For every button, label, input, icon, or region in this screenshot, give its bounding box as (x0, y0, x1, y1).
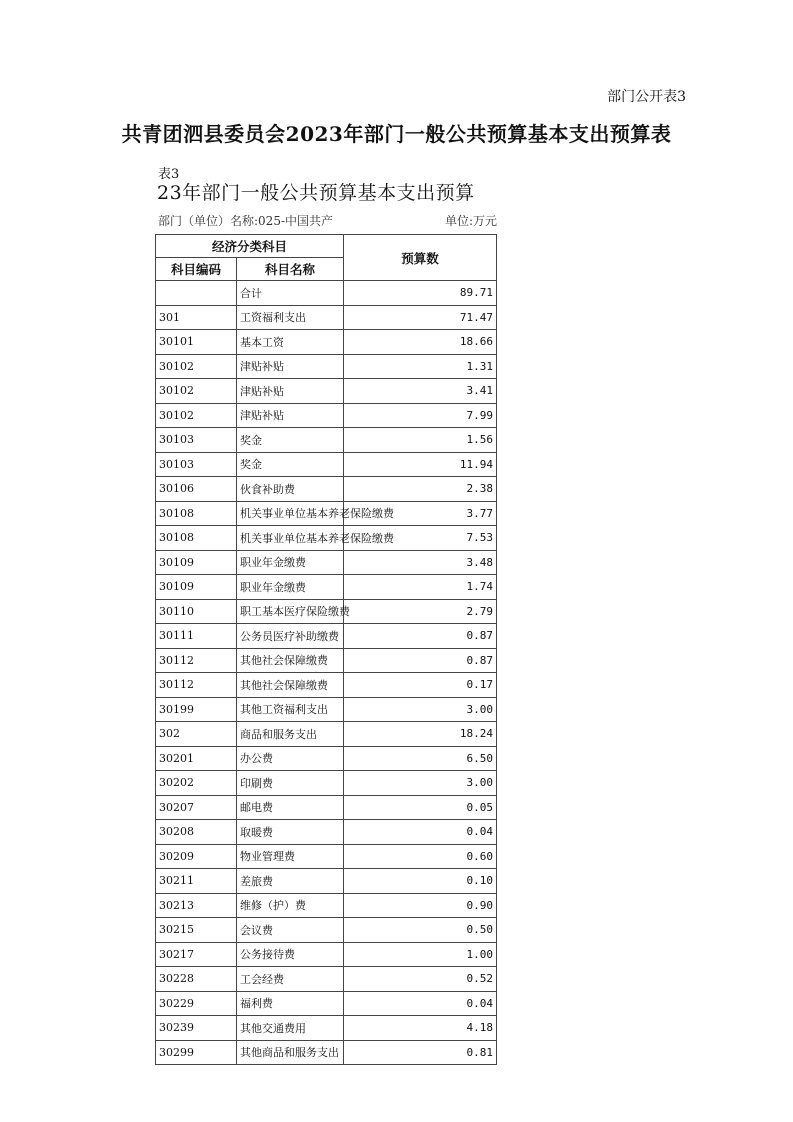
row-name: 其他商品和服务支出 (237, 1040, 344, 1065)
row-code: 30111 (156, 624, 237, 649)
row-amount: 89.71 (344, 281, 497, 306)
row-code: 30208 (156, 820, 237, 845)
row-amount: 0.87 (344, 624, 497, 649)
table-row (156, 550, 497, 575)
row-amount: 4.18 (344, 1016, 497, 1041)
row-amount: 18.24 (344, 722, 497, 747)
row-amount: 11.94 (344, 452, 497, 477)
row-code: 30103 (156, 428, 237, 453)
row-amount: 0.60 (344, 844, 497, 869)
row-code: 30103 (156, 452, 237, 477)
table-row (156, 379, 497, 404)
table-row (156, 795, 497, 820)
row-code: 30108 (156, 501, 237, 526)
row-amount: 0.05 (344, 795, 497, 820)
row-amount: 7.99 (344, 403, 497, 428)
table-row (156, 305, 497, 330)
row-code: 30110 (156, 599, 237, 624)
row-code: 301 (156, 305, 237, 330)
row-amount: 3.48 (344, 550, 497, 575)
table-body (156, 281, 497, 1065)
row-code: 30102 (156, 403, 237, 428)
table-row (156, 844, 497, 869)
row-name: 其他工资福利支出 (237, 697, 344, 722)
row-name: 合计 (237, 281, 344, 306)
row-name: 邮电费 (237, 795, 344, 820)
page-title: 共青团泗县委员会2023年部门一般公共预算基本支出预算表 (121, 122, 672, 146)
row-code: 30229 (156, 991, 237, 1016)
header-economic-category: 经济分类科目 (156, 235, 344, 258)
row-code: 30112 (156, 673, 237, 698)
sheet-label: 表3 (158, 167, 180, 182)
row-amount: 18.66 (344, 330, 497, 355)
header-amount: 预算数 (344, 235, 497, 281)
row-name: 其他社会保障缴费 (237, 673, 344, 698)
table-row (156, 991, 497, 1016)
row-code (156, 281, 237, 306)
row-amount: 0.81 (344, 1040, 497, 1065)
row-code: 302 (156, 722, 237, 747)
row-code: 30102 (156, 379, 237, 404)
row-name: 商品和服务支出 (237, 722, 344, 747)
table-row (156, 918, 497, 943)
row-code: 30213 (156, 893, 237, 918)
table-row (156, 403, 497, 428)
row-amount: 0.17 (344, 673, 497, 698)
row-code: 30209 (156, 844, 237, 869)
row-amount: 6.50 (344, 746, 497, 771)
row-name: 其他社会保障缴费 (237, 648, 344, 673)
table-row (156, 1040, 497, 1065)
row-amount: 3.41 (344, 379, 497, 404)
row-amount: 0.04 (344, 820, 497, 845)
row-name: 职工基本医疗保险缴费 (237, 599, 344, 624)
row-code: 30217 (156, 942, 237, 967)
row-amount: 1.56 (344, 428, 497, 453)
table-row (156, 624, 497, 649)
row-name: 办公费 (237, 746, 344, 771)
table-row (156, 452, 497, 477)
table-row (156, 673, 497, 698)
row-code: 30199 (156, 697, 237, 722)
budget-table (155, 234, 497, 1065)
table-row (156, 354, 497, 379)
row-amount: 0.90 (344, 893, 497, 918)
table-row (156, 942, 497, 967)
row-amount: 0.04 (344, 991, 497, 1016)
row-code: 30299 (156, 1040, 237, 1065)
row-name: 公务员医疗补助缴费 (237, 624, 344, 649)
row-amount: 7.53 (344, 526, 497, 551)
table-row (156, 722, 497, 747)
row-name: 公务接待费 (237, 942, 344, 967)
table-row (156, 869, 497, 894)
row-name: 伙食补助费 (237, 477, 344, 502)
row-code: 30201 (156, 746, 237, 771)
page-label: 部门公开表3 (607, 89, 686, 105)
table-row (156, 501, 497, 526)
row-name: 奖金 (237, 452, 344, 477)
row-name: 印刷费 (237, 771, 344, 796)
row-amount: 2.79 (344, 599, 497, 624)
row-code: 30215 (156, 918, 237, 943)
row-amount: 1.74 (344, 575, 497, 600)
row-code: 30202 (156, 771, 237, 796)
row-name: 会议费 (237, 918, 344, 943)
row-name: 差旅费 (237, 869, 344, 894)
sheet-title: 23年部门一般公共预算基本支出预算 (157, 182, 475, 204)
row-code: 30207 (156, 795, 237, 820)
table-row (156, 428, 497, 453)
row-amount: 0.10 (344, 869, 497, 894)
table-row (156, 526, 497, 551)
row-amount: 1.31 (344, 354, 497, 379)
row-name: 机关事业单位基本养老保险缴费 (237, 526, 344, 551)
header-code: 科目编码 (156, 258, 237, 281)
row-name: 基本工资 (237, 330, 344, 355)
row-amount: 1.00 (344, 942, 497, 967)
row-code: 30109 (156, 575, 237, 600)
row-name: 职业年金缴费 (237, 550, 344, 575)
row-amount: 2.38 (344, 477, 497, 502)
row-code: 30112 (156, 648, 237, 673)
table-row (156, 477, 497, 502)
row-name: 奖金 (237, 428, 344, 453)
row-code: 30108 (156, 526, 237, 551)
table-row (156, 893, 497, 918)
row-name: 职业年金缴费 (237, 575, 344, 600)
row-code: 30101 (156, 330, 237, 355)
table-row (156, 281, 497, 306)
row-amount: 3.77 (344, 501, 497, 526)
row-name: 维修（护）费 (237, 893, 344, 918)
header-name: 科目名称 (237, 258, 344, 281)
row-code: 30211 (156, 869, 237, 894)
table-row (156, 599, 497, 624)
table-row (156, 697, 497, 722)
row-name: 津贴补贴 (237, 403, 344, 428)
table-row (156, 771, 497, 796)
row-name: 机关事业单位基本养老保险缴费 (237, 501, 344, 526)
row-amount: 3.00 (344, 697, 497, 722)
row-amount: 0.87 (344, 648, 497, 673)
row-code: 30106 (156, 477, 237, 502)
row-code: 30228 (156, 967, 237, 992)
row-name: 津贴补贴 (237, 379, 344, 404)
table-row (156, 746, 497, 771)
table-row (156, 820, 497, 845)
table-row (156, 575, 497, 600)
row-name: 取暖费 (237, 820, 344, 845)
row-amount: 0.50 (344, 918, 497, 943)
table-row (156, 648, 497, 673)
row-code: 30239 (156, 1016, 237, 1041)
row-code: 30102 (156, 354, 237, 379)
table-row (156, 330, 497, 355)
row-name: 物业管理费 (237, 844, 344, 869)
table-row (156, 967, 497, 992)
row-code: 30109 (156, 550, 237, 575)
department-label: 部门（单位）名称:025-中国共产 (158, 214, 334, 228)
table-row (156, 1016, 497, 1041)
row-amount: 0.52 (344, 967, 497, 992)
row-name: 工资福利支出 (237, 305, 344, 330)
row-amount: 71.47 (344, 305, 497, 330)
row-name: 津贴补贴 (237, 354, 344, 379)
header-row-group (156, 235, 497, 258)
row-name: 福利费 (237, 991, 344, 1016)
row-name: 工会经费 (237, 967, 344, 992)
unit-label: 单位:万元 (445, 214, 498, 228)
row-amount: 3.00 (344, 771, 497, 796)
row-name: 其他交通费用 (237, 1016, 344, 1041)
